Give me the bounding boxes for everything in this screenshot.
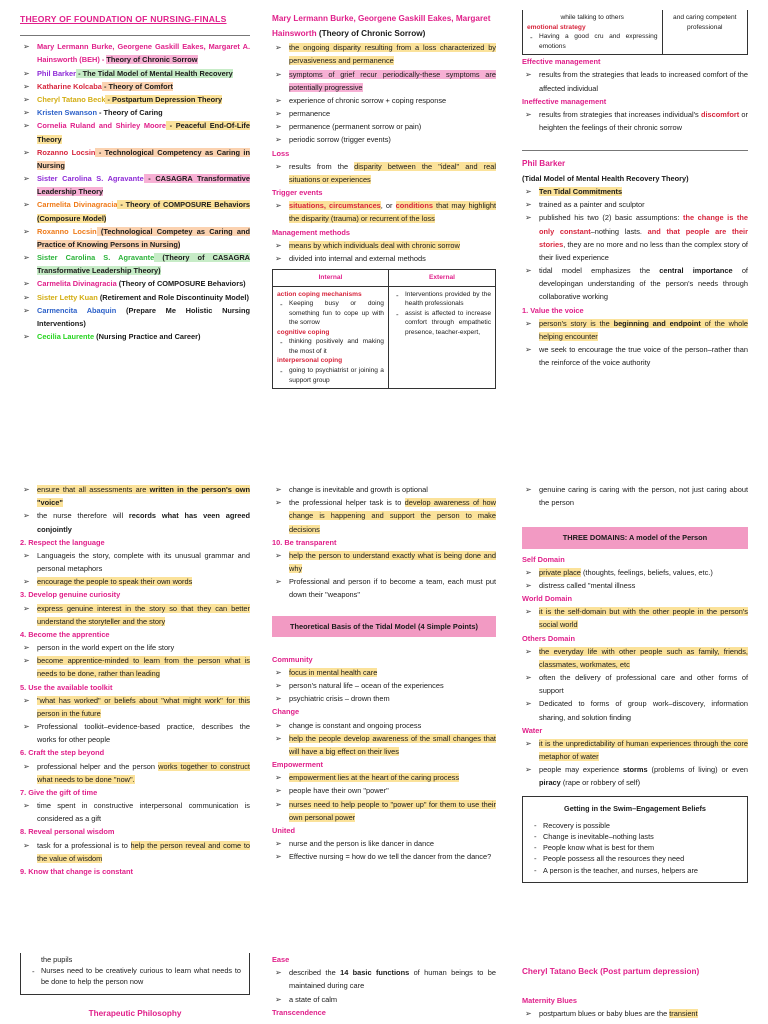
list-item: ➢ help the person to understand exactly what is being done and why [272,549,496,575]
list-item: ➢ Professional toolkit–evidence-based practice, describes the works for other people [20,720,250,746]
list-item: ➢ means by which individuals deal with chronic sorrow [272,239,496,252]
subtitle: (Tidal Model of Mental Health Recovery Theory) [522,173,689,183]
list-item: ➢ Rozanno Locsin - Technological Competency as Caring in Nursing [20,146,250,172]
page1-column3 [522,14,748,369]
list-item: ➢ trained as a painter and sculptor [522,198,748,211]
step-heading: 4. Become the apprentice [20,629,110,639]
step-heading: 5. Use the available toolkit [20,682,113,692]
list-item: ➢ Dedicated to forms of group work–discovery, information sharing, and solution finding [522,697,748,723]
list-item: ➢ nurse and the person is like dancer in dance [272,837,496,850]
loss-heading: Loss [272,148,290,158]
list-item: ➢ private place (thoughts, feelings, beliefs, values, etc.) [522,566,748,579]
section-heading: Cheryl Tatano Beck (Post partum depression) [522,967,700,976]
table-cell: action coping mechanisms - Keeping busy or doing something fun to cope up with the sorrow cognitive coping - thinking positively and making the most of it interpersonal coping - going to psychiatrist or joining a support group [273,286,389,388]
trigger-heading: Trigger events [272,188,323,198]
table-header: Internal [273,270,389,287]
list-item: ➢ Sister Carolina S. Agravante - CASAGRA Transformative Leadership Theory [20,172,250,198]
list-item: ➢ Carmelita Divinagracia (Theory of COMPOSURE Behaviors) [20,277,250,290]
list-item: ➢ Kristen Swanson - Theory of Caring [20,106,250,119]
list-item: ➢ time spent in constructive interpersonal communication is considered as a gift [20,799,250,825]
page3-column3 [522,965,748,1020]
list-item: ➢ Sister Carolina S. Agravante (Theory of CASAGRA Transformative Leadership Theory) [20,251,250,277]
list-item: ➢ distress called "mental illness [522,579,748,592]
page1-column1 [20,12,250,343]
list-item: ➢ express genuine interest in the story so that they can better understand the storyteller and the story [20,602,250,628]
list-item: ➢ Languageis the story, complete with its unusual grammar and personal metaphors [20,549,250,575]
page1-column2 [272,12,496,389]
management-heading: Management methods [272,227,351,237]
others-domain-heading: Others Domain [522,633,575,643]
section-heading: Mary Lermann Burke, Georgene Gaskill Eakes, Margaret Hainsworth (Theory of Chronic Sorrow) [272,14,491,38]
table-cell: and caring competent professional [662,10,748,55]
world-domain-heading: World Domain [522,594,572,604]
list-item: ➢ results from strategies that increases individual's discomfort or heighten the feelings of their chronic sorrow [522,108,748,134]
list-item: ➢ Cheryl Tatano Beck - Postpartum Depression Theory [20,93,250,106]
list-item: ➢ psychiatric crisis – drown them [272,692,496,705]
list-item: ➢ people have their own "power" [272,784,496,797]
table-cell: - Interventions provided by the health professionals - assist is affected to increase comfort through empathetic presence, teacher-expert, [388,286,495,388]
doc-title: THEORY OF FOUNDATION OF NURSING-FINALS [20,14,227,24]
list-item: ➢ situations, circumstances, or conditions that may highlight the disparity (trauma) or recurrent of the loss [272,199,496,225]
list-item: ➢ it is the self-domain but with the other people in the person's social world [522,605,748,631]
list-item: ➢ it is the unpredictability of human experiences through the core metaphor of water [522,737,748,763]
list-item: ➢ encourage the people to speak their own words [20,575,250,588]
list-item: ➢ tidal model emphasizes the central importance of developingan understanding of the person's needs through collaborative working [522,264,748,304]
list-item: ➢ results from the strategies that leads to increased comfort of the affected individual [522,68,748,94]
page3-column1 [20,953,250,1021]
divider [522,150,748,151]
step-heading: 1. Value the voice [522,305,584,315]
list-item: ➢ change is inevitable and growth is optional [272,483,496,496]
page3-column2 [272,953,496,1019]
list-item: ➢ the nurse therefore will records what has veen agreed conjointly [20,509,250,535]
list-item: ➢ the everyday life with other people such as family, friends, classmates, workmates, etc [522,645,748,671]
list-item: ➢ described the 14 basic functions of human beings to be maintained during care [272,966,496,992]
list-item: ➢ professional helper and the person works together to construct what needs to be done "now". [20,760,250,786]
empowerment-heading: Empowerment [272,760,323,770]
list-item: ➢ Katharine Kolcaba - Theory of Comfort [20,80,250,93]
divider [20,35,250,36]
effective-heading: Effective management [522,57,601,67]
list-item: ➢ Roxanno Locsin (Technological Competey as Caring and Practice of Knowing Persons in Nursing) [20,225,250,251]
table-header: External [388,270,495,287]
list-item: ➢ symptoms of grief recur periodically-these symptoms are potentially progressive [272,68,496,94]
list-item: ➢ Ten Tidal Commitments [522,185,748,198]
list-item: ➢ we seek to encourage the true voice of the person–rather than the reinforce of the voice authority [522,343,748,369]
list-item: ➢ Effective nursing = how do we tell the dancer from the dance? [272,850,496,863]
step-heading: 3. Develop genuine curiosity [20,590,121,600]
list-item: ➢ nurses need to help people to "power up" for them to use their own personal power [272,798,496,824]
list-item: ➢ Mary Lermann Burke, Georgene Gaskill Eakes, Margaret A. Hainsworth (BEH) - Theory of Chronic Sorrow [20,40,250,66]
step-heading: 10. Be transparent [272,537,337,547]
list-item: ➢ Phil Barker - The Tidal Model of Mental Health Recovery [20,67,250,80]
step-heading: 9. Know that change is constant [20,866,133,876]
beliefs-box-continued: the pupils - Nurses need to be creatively curious to learn what needs to be done to help the person now [20,953,250,995]
coping-table-continued [522,10,748,55]
list-item: ➢ the ongoing disparity resulting from a loss characterized by pervasiveness and permanence [272,41,496,67]
step-heading: 6. Craft the step beyond [20,748,105,758]
list-item: ➢ Cecilia Laurente (Nursing Practice and Career) [20,330,250,343]
page2-column2 [272,483,496,863]
list-item: ➢ focus in mental health care [272,666,496,679]
list-item: ➢ become apprentice-minded to learn from the person what is needs to be done, rather than leading [20,654,250,680]
step-heading: 2. Respect the language [20,537,105,547]
list-item: ➢ ensure that all assessments are written in the person's own "voice" [20,483,250,509]
self-domain-heading: Self Domain [522,554,565,564]
list-item: ➢ Cornelia Ruland and Shirley Moore - Peaceful End-Of-Life Theory [20,119,250,145]
ineffective-heading: Ineffective management [522,96,607,106]
transcendence-heading: Transcendence [272,1007,326,1017]
maternity-blues-heading: Maternity Blues [522,995,578,1005]
water-heading: Water [522,725,543,735]
section-heading: Phil Barker [522,159,566,169]
list-item: ➢ results from the disparity between the "ideal" and real situations or experiences [272,160,496,186]
list-item: ➢ periodic sorrow (trigger events) [272,133,496,146]
list-item: ➢ divided into internal and external methods [272,252,496,265]
list-item: ➢ "what has worked" or beliefs about "what might work" for this person in the future [20,694,250,720]
page2-column1 [20,483,250,878]
list-item: ➢ help the people develop awareness of the small changes that will have a big effect on their lives [272,732,496,758]
list-item: ➢ empowerment lies at the heart of the caring process [272,771,496,784]
community-heading: Community [272,654,313,664]
list-item: ➢ Professional and person if to become a team, each must put down their "weapons" [272,575,496,601]
list-item: ➢ permanence (permanent sorrow or pain) [272,120,496,133]
list-item: ➢ person's natural life – ocean of the experiences [272,679,496,692]
united-heading: United [272,825,295,835]
list-item: ➢ often the delivery of professional care and other forms of support [522,671,748,697]
list-item: ➢ Sister Letty Kuan (Retirement and Role Discontinuity Model) [20,291,250,304]
list-item: ➢ the professional helper task is to develop awareness of how change is happening and support the person to make decisions [272,496,496,536]
step-heading: 8. Reveal personal wisdom [20,827,115,837]
list-item: ➢ genuine caring is caring with the person, not just caring about the person [522,483,748,509]
change-heading: Change [272,707,300,717]
list-item: ➢ Carmencita Abaquin (Prepare Me Holistic Nursing Interventions) [20,304,250,330]
section-band: THREE DOMAINS: A model of the Person [522,527,748,548]
list-item: ➢ a state of calm [272,993,496,1006]
list-item: ➢ Carmelita Divinagracia - Theory of COMPOSURE Behaviors (Composure Model) [20,198,250,224]
list-item: ➢ people may experience storms (problems of living) or even piracy (rape or robbery of self) [522,763,748,789]
section-band: Theoretical Basis of the Tidal Model (4 Simple Points) [272,616,496,637]
step-heading: 7. Give the gift of time [20,787,98,797]
coping-table [272,269,496,389]
list-item: ➢ postpartum blues or baby blues are the transient [522,1007,748,1020]
section-heading: Therapeutic Philosophy [88,1008,182,1018]
page2-column3 [522,483,748,883]
theorist-list [20,40,250,343]
engagement-beliefs-box: Getting in the Swim–Engagement Beliefs - Recovery is possible - Change is inevitable–nothing lasts - People know what is best for them - People possess all the resources they need - A person is the teacher, and nurses, helpers are [522,796,748,883]
list-item: ➢ published his two (2) basic assumptions: the change is the only constant–nothing lasts. and that people are their stories, they are no more and no less than the complex story of their lived experience [522,211,748,264]
list-item: ➢ person in the world expert on the life story [20,641,250,654]
list-item: ➢ experience of chronic sorrow + coping response [272,94,496,107]
table-cell: while talking to others emotional strategy - Having a good cru and expressing emotions [523,10,663,55]
list-item: ➢ change is constant and ongoing process [272,719,496,732]
list-item: ➢ task for a professional is to help the person reveal and come to the value of wisdom [20,839,250,865]
list-item: ➢ person's story is the beginning and endpoint of the whole helping encounter [522,317,748,343]
list-item: ➢ permanence [272,107,496,120]
ease-heading: Ease [272,955,290,964]
